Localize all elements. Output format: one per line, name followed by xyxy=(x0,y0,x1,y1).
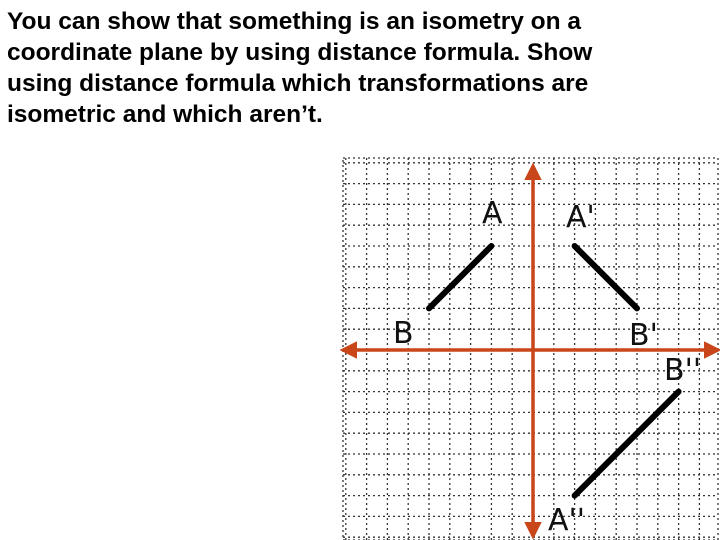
segment-ab xyxy=(429,246,491,308)
point-label-b-prime: B' xyxy=(629,318,658,353)
point-labels xyxy=(393,196,701,538)
point-label-a-prime: A' xyxy=(566,200,595,235)
segment-a-double-prime-b-double-prime xyxy=(575,392,679,496)
point-label-b-double-prime: B'' xyxy=(664,353,702,388)
point-label-a-double-prime: A'' xyxy=(548,503,586,538)
prompt-line-4: isometric and which aren’t. xyxy=(7,101,323,128)
segment-a-prime-b-prime xyxy=(575,246,637,308)
prompt-line-3: using distance formula which transformations are xyxy=(7,70,589,97)
axes xyxy=(343,166,718,536)
prompt-line-1: You can show that something is an isometry on a xyxy=(7,8,582,35)
prompt-line-2: coordinate plane by using distance formula. Show xyxy=(7,39,593,66)
point-label-b: B xyxy=(393,316,414,351)
point-label-a: A xyxy=(482,196,503,231)
